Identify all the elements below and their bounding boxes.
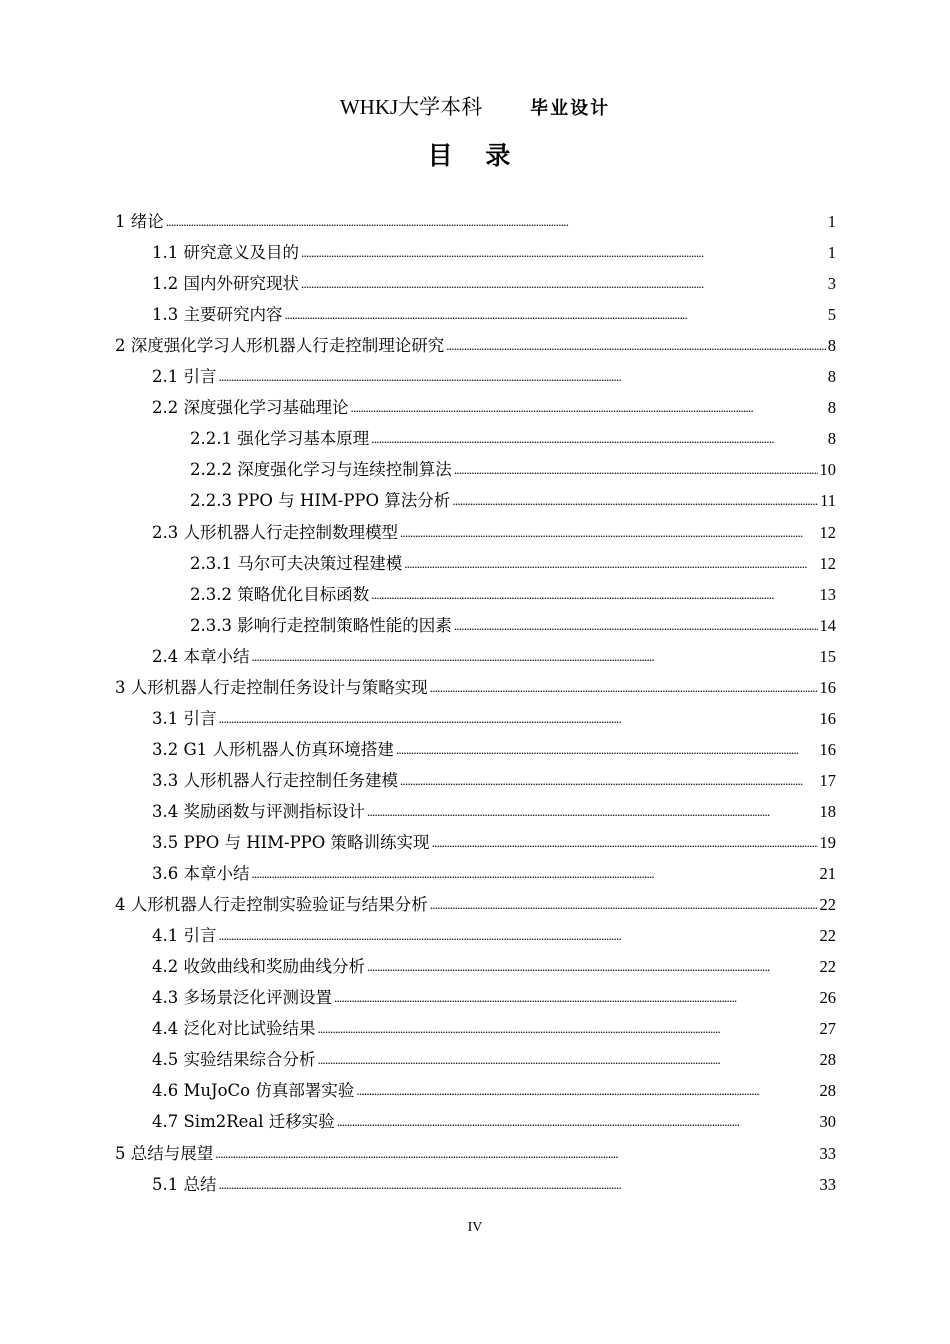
toc-entry-page: 16 (819, 708, 836, 728)
dot-leader (430, 897, 818, 913)
toc-entry[interactable] (152, 736, 836, 767)
toc-entry-page: 8 (827, 429, 836, 449)
toc-entry[interactable] (115, 332, 836, 363)
dot-leader (215, 1146, 817, 1162)
toc-entry-page: 12 (819, 522, 836, 542)
toc-entry[interactable] (152, 363, 836, 394)
toc-entry-label: 3 人形机器人行走控制任务设计与策略实现 (115, 677, 428, 697)
dot-leader (454, 462, 818, 478)
toc-entry[interactable] (115, 1140, 836, 1171)
toc-entry-label: 3.6 本章小结 (152, 864, 250, 884)
toc-entry-label: 5 总结与展望 (115, 1143, 214, 1163)
dot-leader (371, 431, 826, 447)
toc-entry-page: 22 (819, 895, 836, 915)
toc-entry-page: 18 (819, 801, 836, 821)
toc-entry-page: 16 (819, 677, 836, 697)
toc-entry[interactable] (190, 487, 836, 518)
toc-entry-label: 2.4 本章小结 (152, 646, 250, 666)
dot-leader (400, 525, 818, 541)
dot-leader (219, 928, 818, 944)
toc-entry-page: 33 (819, 1143, 836, 1163)
toc-entry-label: 5.1 总结 (152, 1174, 217, 1194)
toc-entry[interactable] (152, 1015, 836, 1046)
toc-entry-label: 4 人形机器人行走控制实验验证与结果分析 (115, 895, 428, 915)
toc-entry-page: 28 (819, 1050, 836, 1070)
toc-entry[interactable] (152, 922, 836, 953)
toc-entry-page: 17 (819, 770, 836, 790)
toc-entry[interactable] (190, 456, 836, 487)
toc-entry-label: 2.3 人形机器人行走控制数理模型 (152, 522, 398, 542)
toc-entry-label: 4.5 实验结果综合分析 (152, 1050, 316, 1070)
dot-leader (367, 959, 818, 975)
toc-entry[interactable] (152, 270, 836, 301)
toc-entry-page: 19 (819, 833, 836, 852)
toc-entry[interactable] (152, 1108, 836, 1139)
dot-leader (219, 1177, 818, 1193)
dot-leader (166, 214, 826, 230)
school-name: WHKJ大学本科 (339, 95, 483, 119)
dot-leader (371, 587, 817, 603)
toc-entry-page: 1 (827, 243, 836, 263)
dot-leader (219, 711, 818, 727)
toc-entry[interactable] (152, 1046, 836, 1077)
dot-leader (404, 556, 817, 572)
toc-entry-page: 8 (827, 367, 836, 387)
dot-leader (452, 493, 818, 509)
toc-entry-label: 2.3.1 马尔可夫决策过程建模 (190, 553, 403, 573)
toc-entry[interactable] (152, 643, 836, 674)
toc-entry[interactable] (190, 550, 836, 581)
dot-leader (367, 804, 818, 820)
toc-entry[interactable] (152, 239, 836, 270)
toc-entry-page: 8 (827, 336, 836, 356)
toc-entry-label: 4.7 Sim2Real 迁移实验 (152, 1112, 335, 1132)
toc-entry[interactable] (152, 705, 836, 736)
toc-entry-page: 15 (819, 646, 836, 666)
toc-entry[interactable] (115, 891, 836, 922)
toc-entry-page: 28 (819, 1081, 836, 1101)
toc-entry-label: 3.5 PPO 与 HIM-PPO 策略训练实现 (152, 833, 430, 852)
toc-entry-label: 3.2 G1 人形机器人仿真环境搭建 (152, 739, 394, 759)
dot-leader (301, 276, 826, 292)
toc-entry[interactable] (152, 394, 836, 425)
toc-entry[interactable] (152, 1077, 836, 1108)
toc-entry[interactable] (115, 208, 836, 239)
toc-entry[interactable] (152, 829, 836, 860)
dot-leader (337, 1114, 818, 1130)
toc-entry-page: 13 (819, 584, 836, 604)
toc-entry-label: 3.1 引言 (152, 708, 217, 728)
toc-entry-page: 10 (819, 460, 836, 480)
page-number: IV (467, 1220, 483, 1235)
toc-entry[interactable] (115, 674, 836, 705)
dot-leader (318, 1021, 818, 1037)
toc-entry-page: 22 (819, 957, 836, 977)
toc-entry-label: 1 绪论 (115, 212, 164, 231)
dot-leader (219, 369, 826, 385)
toc-entry-page: 16 (819, 739, 836, 759)
toc-entry-label: 2.3.2 策略优化目标函数 (190, 584, 370, 604)
dot-leader (252, 649, 818, 665)
toc-entry-label: 3.3 人形机器人行走控制任务建模 (152, 770, 398, 790)
toc-entry-label: 4.1 引言 (152, 926, 217, 946)
toc-entry-page: 21 (819, 864, 836, 884)
toc-title: 目 录 (427, 141, 523, 170)
toc-entry-label: 2.2.3 PPO 与 HIM-PPO 算法分析 (190, 491, 451, 511)
dot-leader (432, 835, 818, 851)
toc-entry[interactable] (152, 798, 836, 829)
toc-entry[interactable] (190, 612, 836, 643)
toc-entry-label: 2.2 深度强化学习基础理论 (152, 398, 349, 418)
toc-entry[interactable] (190, 581, 836, 612)
toc-entry-page: 1 (827, 212, 836, 231)
toc-entry[interactable] (152, 1171, 836, 1202)
toc-entry-page: 5 (827, 305, 836, 325)
page-header (0, 92, 950, 124)
toc-entry[interactable] (152, 953, 836, 984)
toc-entry-label: 3.4 奖励函数与评测指标设计 (152, 801, 365, 821)
toc-entry-page: 22 (819, 926, 836, 946)
thesis-type: 毕业设计 (530, 98, 611, 119)
toc-entry-label: 1.1 研究意义及目的 (152, 243, 299, 263)
toc-entry-label: 4.4 泛化对比试验结果 (152, 1019, 316, 1039)
toc-entry-page: 27 (819, 1019, 836, 1039)
dot-leader (396, 742, 818, 758)
toc-entry-page: 33 (819, 1174, 836, 1194)
dot-leader (285, 307, 826, 323)
toc-entry[interactable] (152, 984, 836, 1015)
dot-leader (430, 680, 818, 696)
dot-leader (446, 338, 826, 354)
toc-entry-page: 30 (819, 1112, 836, 1132)
toc-entry-label: 4.6 MuJoCo 仿真部署实验 (152, 1081, 355, 1101)
dot-leader (356, 1083, 817, 1099)
toc-entry-page: 26 (819, 988, 836, 1008)
dot-leader (400, 773, 818, 789)
dot-leader (454, 618, 818, 634)
toc-entry-page: 3 (827, 274, 836, 294)
dot-leader (252, 866, 818, 882)
toc-entry-label: 2.2.1 强化学习基本原理 (190, 429, 370, 449)
toc-entry-label: 1.2 国内外研究现状 (152, 274, 299, 294)
toc-entry[interactable] (190, 425, 836, 456)
toc-entry-page: 12 (819, 553, 836, 573)
toc-entry[interactable] (152, 860, 836, 891)
toc-entry-label: 4.2 收敛曲线和奖励曲线分析 (152, 957, 365, 977)
toc-entry-page: 14 (819, 615, 836, 635)
dot-leader (351, 400, 826, 416)
dot-leader (301, 245, 826, 261)
toc-entry-label: 4.3 多场景泛化评测设置 (152, 988, 332, 1008)
toc-entry-page: 8 (827, 398, 836, 418)
toc-entry-label: 1.3 主要研究内容 (152, 305, 283, 325)
toc-entry-label: 2 深度强化学习人形机器人行走控制理论研究 (115, 336, 445, 356)
toc-entry[interactable] (152, 301, 836, 332)
toc-entry-page: 11 (820, 491, 836, 511)
toc-entry-label: 2.3.3 影响行走控制策略性能的因素 (190, 615, 452, 635)
dot-leader (318, 1052, 818, 1068)
toc-entry[interactable] (152, 767, 836, 798)
toc-entry[interactable] (152, 519, 836, 550)
dot-leader (334, 990, 818, 1006)
toc-entry-label: 2.1 引言 (152, 367, 217, 387)
toc-entry-label: 2.2.2 深度强化学习与连续控制算法 (190, 460, 452, 480)
